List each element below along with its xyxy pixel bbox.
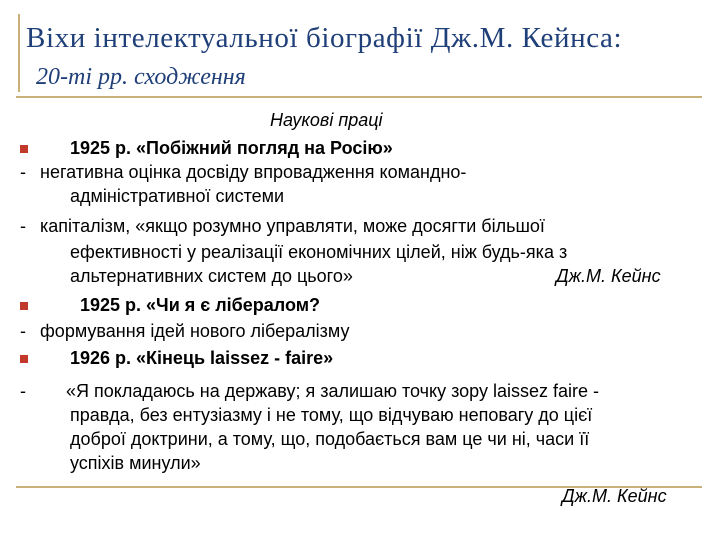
item-line: ефективності у реалізації економічних цілей, ніж будь-яка з	[70, 242, 568, 262]
item-line: капіталізм, «якщо розумно управляти, може досягти більшої	[40, 216, 545, 236]
bullet-icon	[20, 302, 28, 310]
item-line: «Я покладаюсь на державу; я залишаю точку зору laissez faire -	[66, 381, 599, 401]
bullet-icon	[20, 355, 28, 363]
item-line: негативна оцінка досвіду впровадження командно-	[40, 162, 467, 182]
section-heading: Наукові праці	[270, 110, 383, 130]
item-line: формування ідей нового лібералізму	[40, 321, 350, 341]
page-title: Віхи інтелектуальної біографії Дж.М. Кейнса:	[26, 22, 623, 54]
item-line: адміністративної системи	[70, 186, 285, 206]
work-title-1925-liberal: 1925 р. «Чи я є лібералом?	[80, 295, 321, 315]
item-line: доброї доктрини, а тому, що, подобається вам це чи ні, часи її	[70, 429, 590, 449]
bullet-icon	[20, 145, 28, 153]
dash-marker: -	[20, 162, 26, 182]
dash-marker: -	[20, 216, 26, 236]
item-line: правда, без ентузіазму і не тому, що відчуваю неповагу до цієї	[70, 405, 593, 425]
quote-attribution: Дж.М. Кейнс	[556, 266, 661, 286]
dash-marker: -	[20, 381, 26, 401]
page-subtitle: 20-ті рр. сходження	[36, 64, 246, 90]
footer-attribution: Дж.М. Кейнс	[562, 486, 667, 506]
work-title-1926-laissez-faire: 1926 р. «Кінець laissez - faire»	[70, 348, 334, 368]
item-line: успіхів минули»	[70, 453, 201, 473]
work-title-1925-russia: 1925 р. «Побіжний погляд на Росію»	[70, 138, 393, 158]
item-line: альтернативних систем до цього»	[70, 266, 353, 286]
dash-marker: -	[20, 321, 26, 341]
